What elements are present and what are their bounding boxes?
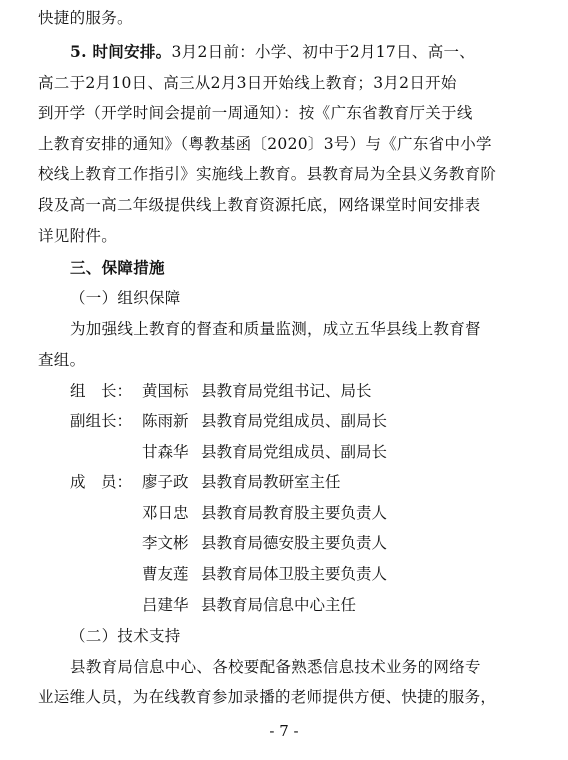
member-title: 县教育局党组成员、副局长 bbox=[201, 443, 388, 461]
section-5-line-5: 校线上教育工作指引》实施线上教育。县教育局为全县义务教育阶 bbox=[38, 165, 497, 183]
member-name: 黄国标 bbox=[142, 382, 189, 400]
member-name: 甘森华 bbox=[142, 443, 189, 461]
member-title: 县教育局党组书记、局长 bbox=[201, 382, 372, 400]
subsection-2-para-line-1: 县教育局信息中心、各校要配备熟悉信息技术业务的网络专 bbox=[70, 658, 481, 676]
section-3-heading: 三、保障措施 bbox=[70, 259, 165, 277]
member-title: 县教育局体卫股主要负责人 bbox=[201, 565, 388, 583]
member-name: 吕建华 bbox=[142, 596, 189, 614]
member-role: 成 员： bbox=[70, 473, 133, 491]
subsection-1-para-line-1: 为加强线上教育的督查和质量监测，成立五华县线上教育督 bbox=[70, 320, 481, 338]
section-5-line-1 bbox=[70, 42, 562, 62]
section-5-lead: 5. 时间安排。 bbox=[70, 42, 172, 61]
page-number: - 7 - bbox=[269, 722, 299, 740]
member-title: 县教育局信息中心主任 bbox=[201, 596, 357, 614]
subsection-1-heading: （一）组织保障 bbox=[70, 289, 181, 307]
member-name: 廖子政 bbox=[142, 473, 189, 491]
subsection-1-para-line-2: 查组。 bbox=[38, 351, 86, 369]
member-name: 邓日忠 bbox=[142, 504, 189, 522]
member-name: 曹友莲 bbox=[142, 565, 189, 583]
paragraph-continuation-line: 快捷的服务。 bbox=[38, 9, 133, 27]
section-5-line-7: 详见附件。 bbox=[38, 227, 118, 245]
section-5-line-6: 段及高一高二年级提供线上教育资源托底，网络课堂时间安排表 bbox=[38, 196, 481, 214]
member-title: 县教育局德安股主要负责人 bbox=[201, 534, 388, 552]
subsection-2-heading: （二）技术支持 bbox=[70, 627, 181, 645]
member-title: 县教育局教育股主要负责人 bbox=[201, 504, 388, 522]
section-5-line-1-text: 3月2日前：小学、初中于2月17日、高一、 bbox=[171, 43, 476, 61]
member-name: 李文彬 bbox=[142, 534, 189, 552]
subsection-2-para-line-2: 业运维人员，为在线教育参加录播的老师提供方便、快捷的服务， bbox=[38, 688, 497, 706]
section-5-line-3: 到开学（开学时间会提前一周通知）：按《广东省教育厅关于线 bbox=[38, 104, 473, 122]
member-role: 副组长： bbox=[70, 412, 133, 430]
member-title: 县教育局党组成员、副局长 bbox=[201, 412, 388, 430]
section-5-line-2: 高二于2月10日、高三从2月3日开始线上教育；3月2日开始 bbox=[38, 74, 457, 92]
member-name: 陈雨新 bbox=[142, 412, 189, 430]
member-role: 组 长： bbox=[70, 382, 133, 400]
section-5-line-4: 上教育安排的通知》（粤教基函〔2020〕3号）与《广东省中小学 bbox=[38, 135, 492, 153]
member-title: 县教育局教研室主任 bbox=[201, 473, 341, 491]
